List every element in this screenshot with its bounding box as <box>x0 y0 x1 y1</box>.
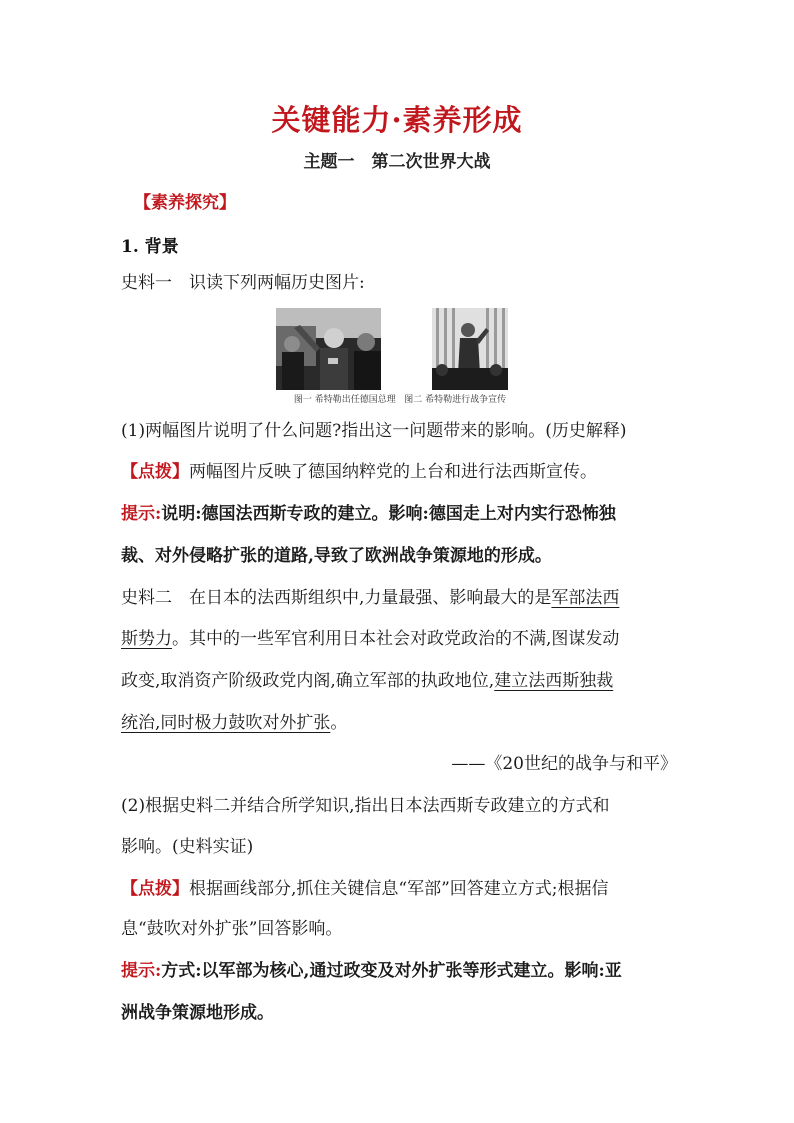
question-2-line2: 影响。(史料实证) <box>121 837 254 857</box>
hint-label: 【点拨】 <box>121 462 189 482</box>
hint-1 <box>121 461 677 483</box>
hint-2-line2: 息“鼓吹对外扩张”回答影响。 <box>121 919 343 939</box>
source2-text: 史料二 在日本的法西斯组织中,力量最强、影响最大的是 <box>121 588 552 608</box>
photo-hitler-chancellor <box>276 308 381 390</box>
photo-hitler-propaganda <box>432 308 508 390</box>
answer-text: 说明:德国法西斯专政的建立。影响:德国走上对内实行恐怖独 <box>161 504 616 524</box>
underlined-text: 统治,同时极力鼓吹对外扩张 <box>121 713 331 733</box>
answer-2-line2: 洲战争策源地形成。 <box>121 1003 274 1023</box>
answer-1-line1 <box>121 503 677 525</box>
caption-photo1: 图一 希特勒出任德国总理 <box>293 395 396 405</box>
source2-text: 政变,取消资产阶级政党内阁,确立军部的执政地位, <box>121 671 495 691</box>
photo-captions <box>260 392 540 405</box>
page-subtitle: 主题一 第二次世界大战 <box>303 152 491 172</box>
source2-attribution: ——《20世纪的战争与和平》 <box>451 754 677 774</box>
source2-text: 。 <box>330 713 348 733</box>
answer-label: 提示: <box>121 504 162 524</box>
source2-line4 <box>121 712 677 734</box>
source1-intro: 史料一 识读下列两幅历史图片: <box>121 273 365 293</box>
answer-text: 方式:以军部为核心,通过政变及对外扩张等形式建立。影响:亚 <box>161 961 622 981</box>
underlined-text: 军部法西 <box>551 588 620 608</box>
hint-text: 根据画线部分,抓住关键信息“军部”回答建立方式;根据信 <box>189 879 609 899</box>
caption-photo2: 图二 希特勒进行战争宣传 <box>404 395 507 405</box>
source2-line3 <box>121 670 677 692</box>
hint-2-line1 <box>121 878 677 900</box>
hint-text: 两幅图片反映了德国纳粹党的上台和进行法西斯宣传。 <box>189 462 597 482</box>
answer-1-line2: 裁、对外侵略扩张的道路,导致了欧洲战争策源地的形成。 <box>121 546 552 566</box>
hint-label: 【点拨】 <box>121 879 189 899</box>
source2-line2 <box>121 628 677 650</box>
page-title: 关键能力·素养形成 <box>271 103 523 137</box>
answer-label: 提示: <box>121 961 162 981</box>
section-tag: 【素养探究】 <box>134 193 236 213</box>
underlined-text: 斯势力 <box>121 629 172 649</box>
underlined-text: 建立法西斯独裁 <box>494 671 614 691</box>
source2-text: 。其中的一些军官利用日本社会对政党政治的不满,图谋发动 <box>172 629 620 649</box>
question-1: (1)两幅图片说明了什么问题?指出这一问题带来的影响。(历史解释) <box>121 421 627 441</box>
section-heading: 1. 背景 <box>121 237 179 257</box>
source2-line1 <box>121 587 677 609</box>
answer-2-line1 <box>121 960 677 982</box>
question-2-line1: (2)根据史料二并结合所学知识,指出日本法西斯专政建立的方式和 <box>121 796 610 816</box>
